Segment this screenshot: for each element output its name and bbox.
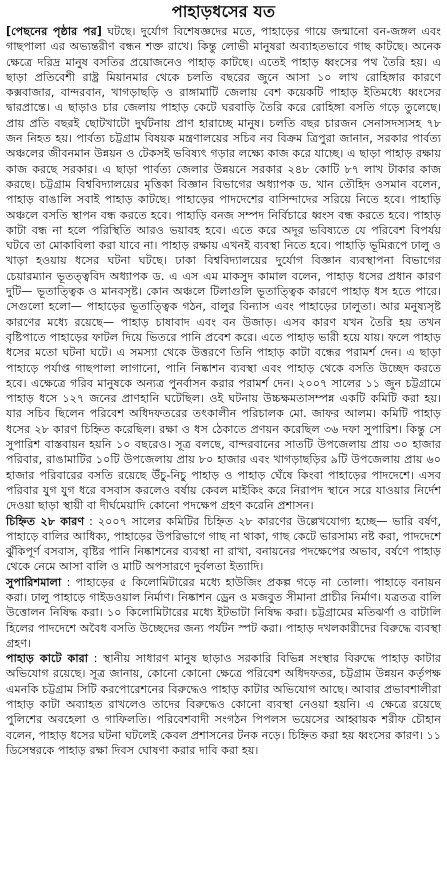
section-body-causes: : ২০০৭ সালের কমিটির চিহ্নিত ২৮ কারণের উল্লেখযোগ্য হচ্ছে— ভারি বর্ষণ, পাহাড়ে বালির আধিক্য, পাহাড়ের উপরিভাগে গাছ না থাকা, গাছ কেটে ভারসাম্য নষ্ট করা, পাদদেশে ঝুঁকিপূর্ণ বসবাস, বৃষ্টির পানি নিষ্কাশনের ব্যবস্থা না রাখা, বনায়নের পদক্ষেপের অভাব, বর্ষণে পাহাড় থেকে নেমে আসা বালি ও মাটি অপসারণে দুর্বলতা ইত্যাদি। xyxy=(6,514,442,574)
section-heading-causes: চিহ্নিত ২৮ কারণ xyxy=(6,514,85,528)
article-title: পাহাড়ধসের যত xyxy=(171,2,276,21)
section-heading-recommendations: সুপারিশমালা xyxy=(6,575,62,589)
section-recommendations xyxy=(6,575,441,651)
section-causes xyxy=(6,514,441,575)
continued-from-tag: [পেছনের পৃষ্ঠার পর] xyxy=(6,25,102,38)
section-body-recommendations: : পাহাড়ের ৫ কিলোমিটারের মধ্যে হাউজিং প্রকল্প গড়ে না তোলা। পাহাড়ে বনায়ন করা। ঢালু পাহাড়ে গাইডওয়াল নির্মাণ। নিষ্কাশন ড্রেন ও মজবুত সীমানা প্রাচীর নির্মাণ। যত্রতত্র বালি উত্তোলন নিষিদ্ধ করা। ১০ কিলোমিটারের মধ্যে ইটভাটা নিষিদ্ধ করা। চট্টগ্রামের মতিঝর্ণা ও বাটালি হিলের পাদদেশে অবৈধ বসতি উচ্ছেদের জন্য পর্যটন স্পট করা। পাহাড় দখলকারীদের বিরুদ্ধে ব্যবস্থা গ্রহণ। xyxy=(6,575,441,650)
article-intro-paragraph xyxy=(6,24,441,514)
section-body-who-cuts-hills: : স্থানীয় সাধারণ মানুষ ছাড়াও সরকারি বিভিন্ন সংস্থার বিরুদ্ধে পাহাড় কাটার অভিযোগ রয়েছে। সূত্র জানায়, কোনো কোনো ক্ষেত্রে পরিবেশ অধিদফতর, চট্টগ্রাম উন্নয়ন কর্তৃপক্ষ এমনকি চট্টগ্রাম সিটি করপোরেশনের বিরুদ্ধেও পাহাড় কাটার অভিযোগ আছে। আবার প্রভাবশালীরা পাহাড় কাটা অব্যাহত রাখলেও তাদের বিরুদ্ধেও কোনো ব্যবস্থা নেওয়া হয়নি। এ ক্ষেত্রে রয়েছে পুলিশের অবহেলা ও গাফিলতি। পরিবেশবাদী সংগঠন পিপলস ভয়েসের আহ্বায়ক শরীফ চৌহান বলেন, পাহাড় ধসের ঘটনা ঘটলেই কেবল প্রশাসনের টনক নড়ে। চিহ্নিত করা হয় ধ্বংসের কারণ। ১১ ডিসেম্বরকে পাহাড় রক্ষা দিবস ঘোষণা করার দাবি করা হয়। xyxy=(6,652,441,757)
section-who-cuts-hills xyxy=(6,651,441,758)
intro-text: ঘটছে। দুর্যোগ বিশেষজ্ঞদের মতে, পাহাড়ের গায়ে জন্মানো বন-জঙ্গল এবং গাছপালা এর অভ্যন্তরীণ বন্ধন শক্ত রাখে। কিন্তু লোভী মানুষরা অব্যাহতভাবে গাছ কাটছে। অনেক ক্ষেত্রে দরিদ্র মানুষ বসতির প্রয়োজনেও পাহাড় কাটছে। এতেই পাহাড় ধ্বংসের পথ তৈরি হয়। এ ছাড়া প্রতিবেশী রাষ্ট্র মিয়ানমার থেকে চলতি বছরের জুনে আসা ১০ লাখ রোহিঙ্গার কারণে কক্সবাজার, বান্দরবান, খাগড়াছড়ি ও রাঙ্গামাটি জেলায় বেশ কয়েকটি পাহাড় ইতিমধ্যে ধ্বংসের দ্বারপ্রান্তে। এ ছাড়াও চার জেলায় পাহাড় কেটে ঘরবাড়ি তৈরি করে রোহিঙ্গা বসতি গড়ে তুলেছে। প্রায় প্রতি বছরই ছোটখাটো দুর্ঘটনায় প্রাণ হারাচ্ছে মানুষ। চলতি বছর চারজন সেনাসদস্যসহ ৭৮ জন নিহত হয়। পার্বত্য চট্টগ্রাম বিষয়ক মন্ত্রণালয়ের সচিব নব বিক্রম ত্রিপুরা জানান, সরকার পার্বত্য অঞ্চলের জীবনমান উন্নয়ন ও টেকসই ভবিষ্যৎ গড়ার লক্ষ্যে কাজ করে যাচ্ছে। এ ছাড়া পাহাড় রক্ষায় কাজ করছে সরকার। এ ছাড়া পার্বত্য জেলার উন্নয়নে সরকার ২৪৮ কোটি ৮৭ লাখ টাকার কাজ করছে। চট্টগ্রাম বিশ্ববিদ্যালয়ের মৃত্তিকা বিজ্ঞান বিভাগের অধ্যাপক ড. খান তৌহিদ ওসমান বলেন, পাহাড় বাঙালি সবাই পাহাড় কাটছে। পাহাড়ের পাদদেশের বাসিন্দাদের সরিয়ে নিতে হবে। পাহাড়ি অঞ্চলে বসতি স্থাপন বন্ধ করতে হবে। পাহাড়ি বনজ সম্পদ নির্বিচারে ধ্বংস বন্ধ করতে হবে। পাহাড় কাটা বন্ধ না হলে পরিস্থিতি আরও ভয়াবহ হবে। এতে করে অদূর ভবিষ্যতে যে পরিবেশ বিপর্যয় ঘটবে তা মোকাবিলা করা যাবে না। পাহাড় রক্ষায় এখনই ব্যবস্থা নিতে হবে। পাহাড়ি ভূমিরূপে ঢালু ও খাড়া হওয়ায় ধসের ঘটনা ঘটছে। ঢাকা বিশ্ববিদ্যালয়ের দুর্যোগ বিজ্ঞান ব্যবস্থাপনা বিভাগের চেয়ারম্যান ভূতত্ত্ববিদ অধ্যাপক ড. এ এস এম মাকসুদ কামাল বলেন, পাহাড় ধসের প্রধান কারণ দুটি— ভূতাত্ত্বিক ও মানবসৃষ্ট। কোন অঞ্চলে টিলাগুলি ভূতাত্ত্বিক কারণে পাহাড় ধস হতে পারে। সেগুলো হলো— পাহাড়ের ভূতাত্ত্বিক গঠন, বালুর বিন্যাস এবং পাহাড়ের ঢালুতা। আর মনুষ্যসৃষ্ট কারণের মধ্যে রয়েছে— পাহাড় চাষাবাদ এবং বন উজাড়। এসব কারণ যখন তৈরি হয় তখন বৃষ্টিপাতে পাহাড়ের ফাটল দিয়ে ভিতরে পানি প্রবেশ করে। এতে পাহাড় ভারী হয়ে যায়। ফলে পাহাড় ধসের মতো ঘটনা ঘটে। এ সমস্যা থেকে উত্তরণে তিনি পাহাড় কাটা বন্ধের পরামর্শ দেন। এ ছাড়া পাহাড়ে পর্যাপ্ত গাছপালা লাগানো, পানি নিষ্কাশন ব্যবস্থা এবং পাহাড় থেকে বসতি উচ্ছেদ করতে হবে। এক্ষেত্রে গরিব মানুষকে অন্যত্র পুনর্বাসন করার পরামর্শ দেন। ২০০৭ সালের ১১ জুন চট্টগ্রামে পাহাড় ধসে ১২৭ জনের প্রাণহানি ঘটেছিল। ওই ঘটনায় উচ্চক্ষমতাসম্পন্ন একটি কমিটি করা হয়। যার সচিব ছিলেন পরিবেশ অধিদফতরের তৎকালীন পরিচালক মো. জাফর আলম। কমিটি পাহাড় ধসের ২৮ কারণ চিহ্নিত করেছিল। রক্ষা ও ধস ঠেকাতে প্রণয়ন করেছিল ৩৬ দফা সুপারিশ। কিন্তু সে সুপারিশ বাস্তবায়ন হয়নি ১০ বছরেও। সূত্র বলছে, বান্দরবানের সাতটি উপজেলায় প্রায় ৩০ হাজার পরিবার, রাঙামাটির ১০টি উপজেলায় প্রায় ৮০ হাজার এবং খাগড়াছড়ির ৯টি উপজেলায় প্রায় ৬০ হাজার পরিবারের বসতি রয়েছে উঁচু-নিচু পাহাড় ও পাহাড় ঘেঁষে কিংবা পাহাড়ের পাদদেশে। এসব পরিবার যুগ যুগ ধরে বসবাস করলেও বর্ষায় কেবল মাইকিং করে নিরাপদ স্থানে সরে যাওয়ার নির্দেশ দেওয়া ছাড়া স্থায়ী বা দীর্ঘমেয়াদি কোনো পদক্ষেপ গ্রহণ করেনি প্রশাসন। xyxy=(6,25,441,513)
section-heading-who-cuts-hills: পাহাড় কাটে কারা xyxy=(6,652,88,666)
